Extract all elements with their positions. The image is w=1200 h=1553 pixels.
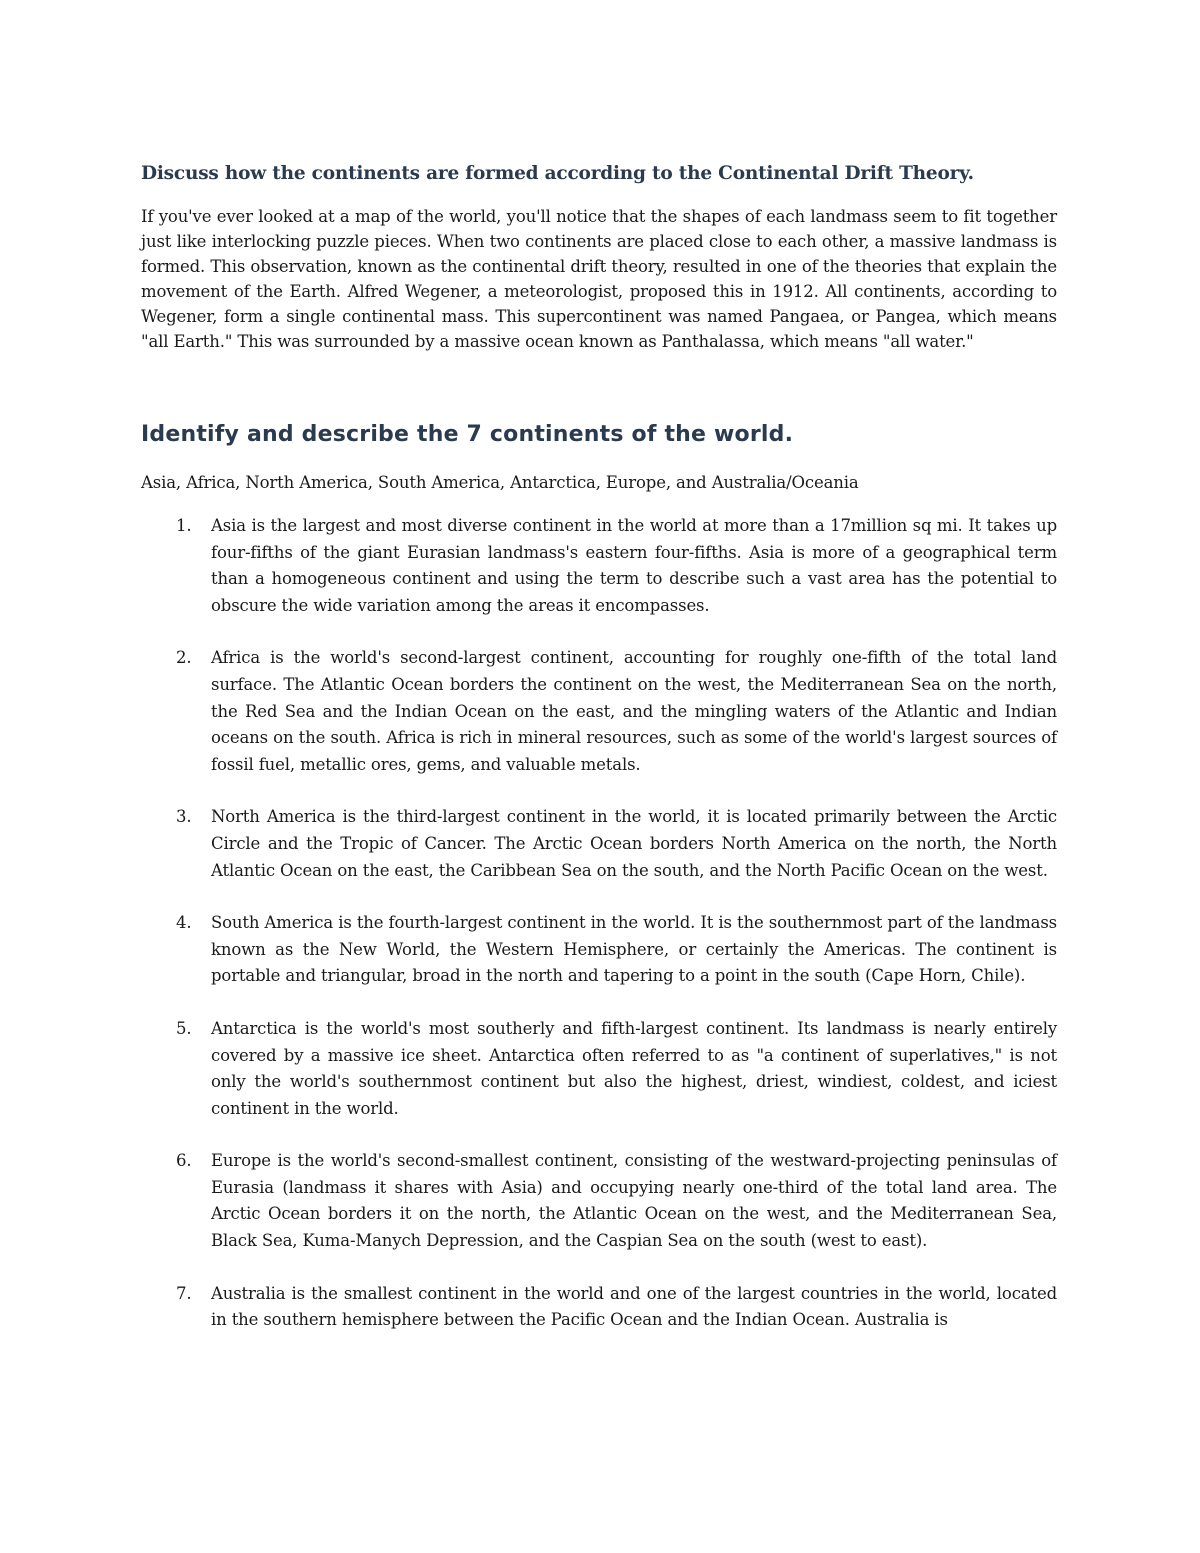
list-item-number: 4. xyxy=(176,913,192,933)
list-item-number: 1. xyxy=(176,516,192,535)
list-item-text: Africa is the world's second-largest continent, accounting for roughly one-fifth of the total land surface. The Atlantic Ocean borders the continent on the west, the Mediterranean Sea on the north, the Red Sea and the Indian Ocean on the east, and the mingling waters of the Atlantic and Indian oceans on the south. Africa is rich in mineral resources, such as some of the world's largest sources of fossil fuel, metallic ores, gems, and valuable metals. xyxy=(211,648,1057,774)
list-item xyxy=(141,645,1057,778)
list-item xyxy=(141,804,1057,884)
list-item xyxy=(141,1016,1057,1122)
list-item-number: 2. xyxy=(176,648,192,668)
list-item-text: Asia is the largest and most diverse continent in the world at more than a 17million sq mi. It takes up four-fifths of the giant Eurasian landmass's eastern four-fifths. Asia is more of a geographical term than a homogeneous continent and using the term to describe such a vast area has the potential to obscure the wide variation among the areas it encompasses. xyxy=(211,516,1057,615)
list-item xyxy=(141,1148,1057,1254)
list-item-number: 3. xyxy=(176,807,192,827)
list-item-text: South America is the fourth-largest continent in the world. It is the southernmost part of the landmass known as the New World, the Western Hemisphere, or certainly the Americas. The continent is portable and triangular, broad in the north and tapering to a point in the south (Cape Horn, Chile). xyxy=(211,913,1057,986)
list-item-number: 5. xyxy=(176,1018,192,1038)
list-item xyxy=(141,513,1057,619)
list-item-text: Antarctica is the world's most southerly and fifth-largest continent. Its landmass is nearly entirely covered by a massive ice sheet. Antarctica often referred to as "a continent of superlatives," is not only the world's southernmost continent but also the highest, driest, windiest, coldest, and iciest continent in the world. xyxy=(211,1018,1057,1118)
list-item-text: Australia is the smallest continent in the world and one of the largest countries in the world, located in the southern hemisphere between the Pacific Ocean and the Indian Ocean. Australia is xyxy=(211,1283,1057,1330)
list-item-text: Europe is the world's second-smallest continent, consisting of the westward-projecting peninsulas of Eurasia (landmass it shares with Asia) and occupying nearly one-third of the total land area. The Arctic Ocean borders it on the north, the Atlantic Ocean on the west, and the Mediterranean Sea, Black Sea, Kuma-Manych Depression, and the Caspian Sea on the south (west to east). xyxy=(211,1151,1057,1251)
document-page xyxy=(141,160,1057,1360)
list-item xyxy=(141,1281,1057,1334)
continent-list xyxy=(141,513,1057,1334)
list-item-text: North America is the third-largest continent in the world, it is located primarily between the Arctic Circle and the Tropic of Cancer. The Arctic Ocean borders North America on the north, the North Atlantic Ocean on the east, the Caribbean Sea on the south, and the North Pacific Ocean on the west. xyxy=(211,807,1057,880)
list-item-number: 7. xyxy=(176,1283,192,1303)
list-item-number: 6. xyxy=(176,1151,192,1171)
list-item xyxy=(141,910,1057,990)
section2-heading: Identify and describe the 7 continents of the world. xyxy=(141,422,794,447)
continents-summary-line: Asia, Africa, North America, South America, Antarctica, Europe, and Australia/Oceania xyxy=(141,473,859,492)
continental-drift-paragraph: If you've ever looked at a map of the world, you'll notice that the shapes of each landmass seem to fit together just like interlocking puzzle pieces. When two continents are placed close to each other, a massive landmass is formed. This observation, known as the continental drift theory, resulted in one of the theories that explain the movement of the Earth. Alfred Wegener, a meteorologist, proposed this in 1912. All continents, according to Wegener, form a single continental mass. This supercontinent was named Pangaea, or Pangea, which means "all Earth." This was surrounded by a massive ocean known as Panthalassa, which means "all water." xyxy=(141,207,1057,351)
section1-heading: Discuss how the continents are formed according to the Continental Drift Theory. xyxy=(141,163,974,184)
